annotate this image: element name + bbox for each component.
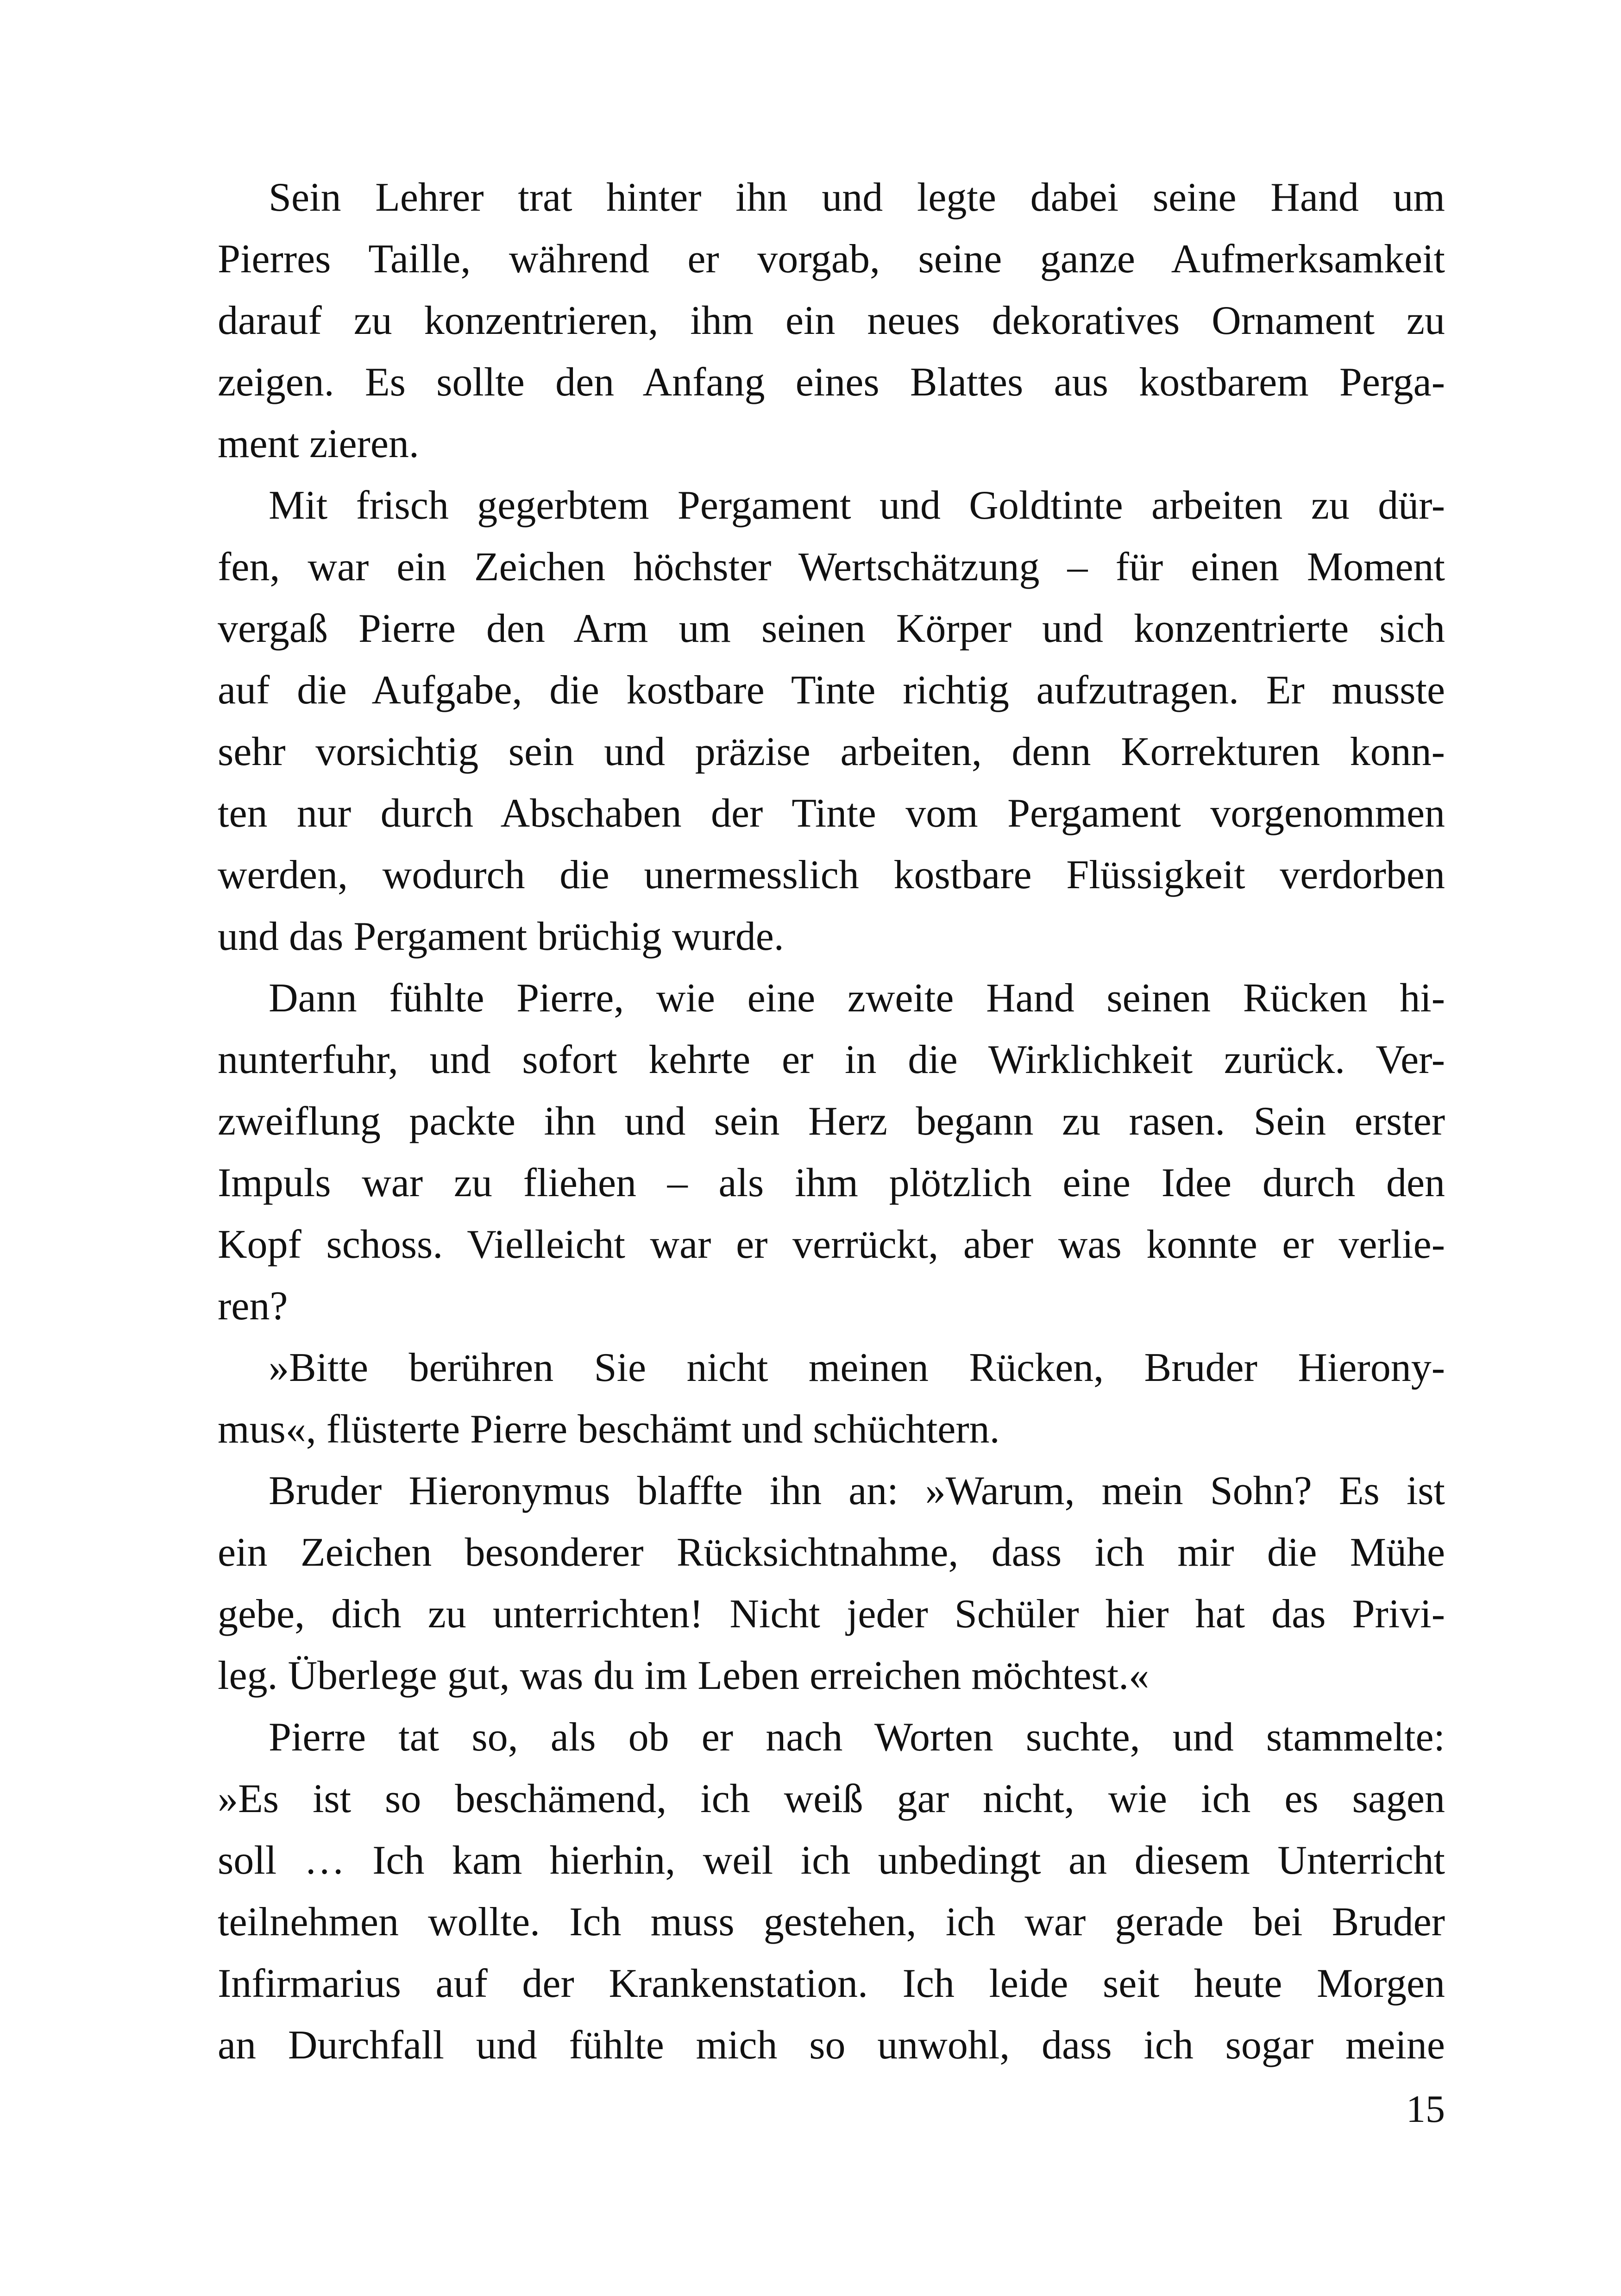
text-line: zweiflung packte ihn und sein Herz begann zu rasen. Sein erster bbox=[218, 1099, 1445, 1144]
text-line: »Bitte berühren Sie nicht meinen Rücken, Bruder Hierony- bbox=[269, 1345, 1445, 1390]
text-line: Mit frisch gegerbtem Pergament und Goldtinte arbeiten zu dür- bbox=[269, 483, 1445, 528]
text-line: vergaß Pierre den Arm um seinen Körper und konzentrierte sich bbox=[218, 606, 1445, 651]
text-line: ein Zeichen besonderer Rücksichtnahme, dass ich mir die Mühe bbox=[218, 1530, 1445, 1575]
text-line: sehr vorsichtig sein und präzise arbeiten, denn Korrekturen konn- bbox=[218, 729, 1445, 774]
text-line: »Es ist so beschämend, ich weiß gar nicht, wie ich es sagen bbox=[218, 1776, 1445, 1821]
text-line: nunterfuhr, und sofort kehrte er in die Wirklichkeit zurück. Ver- bbox=[218, 1037, 1445, 1082]
text-line: fen, war ein Zeichen höchster Wertschätzung – für einen Moment bbox=[218, 545, 1445, 590]
text-line: Dann fühlte Pierre, wie eine zweite Hand seinen Rücken hi- bbox=[269, 976, 1445, 1021]
text-line: mus«, flüsterte Pierre beschämt und schüchtern. bbox=[218, 1407, 1000, 1452]
text-line: und das Pergament brüchig wurde. bbox=[218, 914, 784, 959]
text-line: Bruder Hieronymus blaffte ihn an: »Warum, mein Sohn? Es ist bbox=[269, 1468, 1445, 1513]
text-line: Pierre tat so, als ob er nach Worten suchte, und stammelte: bbox=[269, 1715, 1445, 1760]
text-line: ment zieren. bbox=[218, 421, 419, 466]
text-line: ten nur durch Abschaben der Tinte vom Pergament vorgenommen bbox=[218, 791, 1445, 836]
text-line: Impuls war zu fliehen – als ihm plötzlich eine Idee durch den bbox=[218, 1161, 1445, 1205]
text-line: teilnehmen wollte. Ich muss gestehen, ich war gerade bei Bruder bbox=[218, 1900, 1445, 1945]
text-line: darauf zu konzentrieren, ihm ein neues dekoratives Ornament zu bbox=[218, 298, 1445, 343]
text-line: werden, wodurch die unermesslich kostbare Flüssigkeit verdorben bbox=[218, 853, 1445, 897]
page-number: 15 bbox=[1406, 2088, 1445, 2131]
text-line: Sein Lehrer trat hinter ihn und legte dabei seine Hand um bbox=[269, 175, 1445, 220]
text-line: an Durchfall und fühlte mich so unwohl, dass ich sogar meine bbox=[218, 2023, 1445, 2068]
text-line: ren? bbox=[218, 1284, 288, 1329]
text-line: Infirmarius auf der Krankenstation. Ich leide seit heute Morgen bbox=[218, 1961, 1445, 2006]
text-line: zeigen. Es sollte den Anfang eines Blattes aus kostbarem Perga- bbox=[218, 360, 1445, 405]
body-text bbox=[218, 167, 1445, 2076]
text-line: soll … Ich kam hierhin, weil ich unbedingt an diesem Unterricht bbox=[218, 1838, 1445, 1883]
text-line: auf die Aufgabe, die kostbare Tinte richtig aufzutragen. Er musste bbox=[218, 668, 1445, 713]
text-line: leg. Überlege gut, was du im Leben erreichen möchtest.« bbox=[218, 1653, 1150, 1698]
text-line: Kopf schoss. Vielleicht war er verrückt, aber was konnte er verlie- bbox=[218, 1222, 1445, 1267]
text-line: gebe, dich zu unterrichten! Nicht jeder Schüler hier hat das Privi- bbox=[218, 1592, 1445, 1637]
text-line: Pierres Taille, während er vorgab, seine ganze Aufmerksamkeit bbox=[218, 237, 1445, 282]
